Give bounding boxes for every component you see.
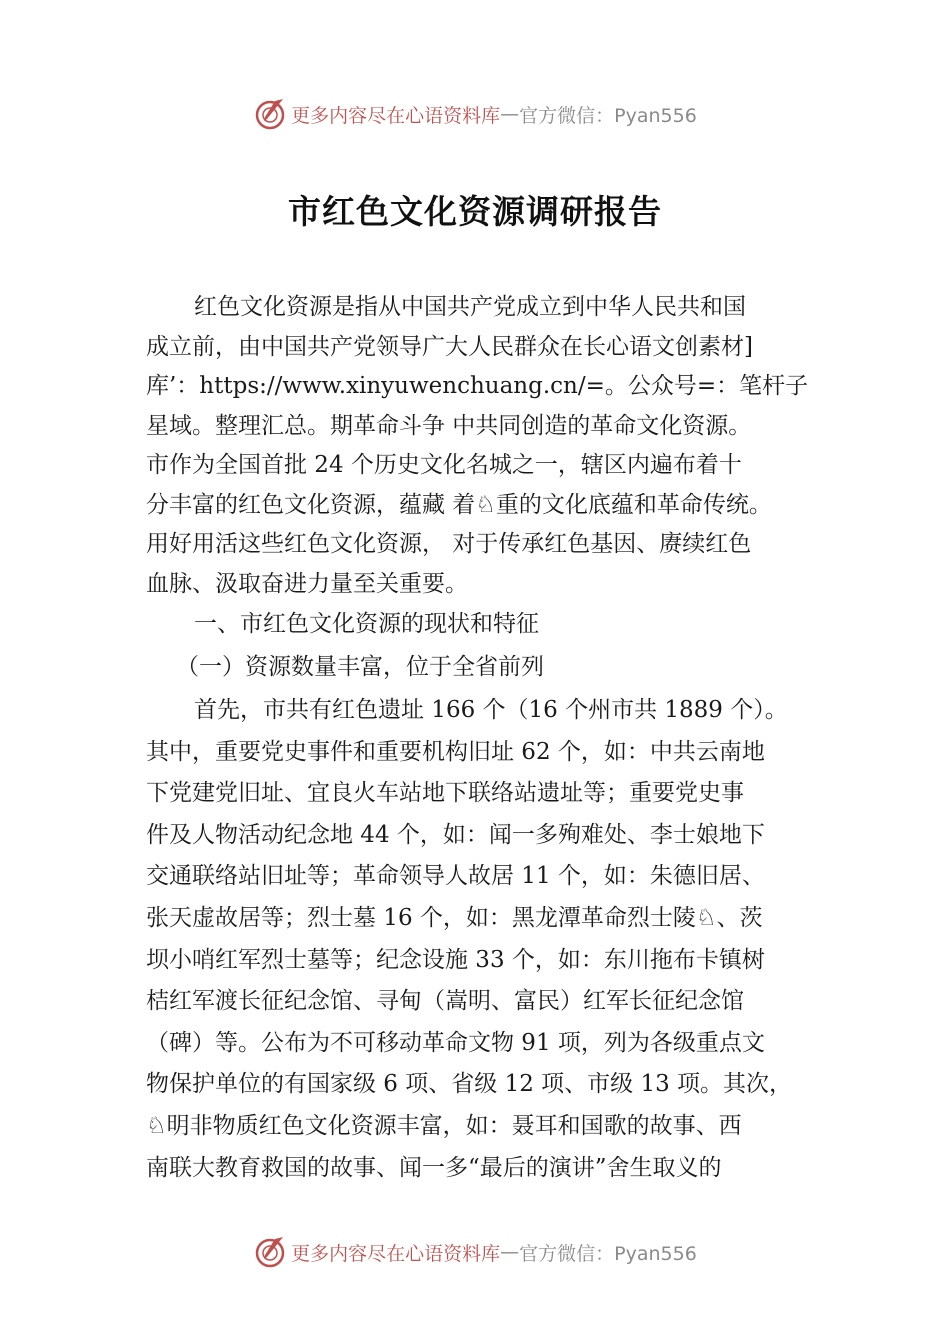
banner-main-text: 更多内容尽在心语资料库 bbox=[291, 104, 501, 127]
text-line: 南联大教育救国的故事、闻一多“最后的演讲”舍生取义的 bbox=[146, 1154, 722, 1181]
heading-level1: 一、市红色文化资源的现状和特征 bbox=[194, 611, 539, 637]
pen-logo-icon bbox=[253, 1235, 287, 1269]
text-line: 成立前，由中国共产党领导广大人民群众在长心语文创素材] bbox=[146, 333, 753, 360]
text-line: ♘明非物质红色文化资源丰富，如：聂耳和国歌的故事、西 bbox=[146, 1112, 742, 1139]
text-line: 桔红军渡长征纪念馆、寻甸（嵩明、富民）红军长征纪念馆 bbox=[146, 988, 744, 1015]
banner-wechat-text: 官方微信：Pyan556 bbox=[519, 1242, 697, 1265]
header-banner bbox=[0, 94, 950, 134]
banner-main-text: 更多内容尽在心语资料库 bbox=[291, 1242, 501, 1265]
banner-wechat-text: 官方微信：Pyan556 bbox=[519, 104, 697, 127]
text-line: 交通联络站旧址等；革命领导人故居 11 个，如：朱德旧居、 bbox=[146, 863, 765, 890]
text-line: 血脉、汲取奋进力量至关重要。 bbox=[146, 570, 468, 597]
text-line: 用好用活这些红色文化资源， 对于传承红色基因、赓续红色 bbox=[146, 531, 752, 557]
text-line: 首先，市共有红色遗址 166 个（16 个州市共 1889 个）。 bbox=[194, 697, 788, 723]
text-line: 坝小哨红军烈士墓等；纪念设施 33 个，如：东川拖布卡镇树 bbox=[146, 946, 765, 973]
footer-banner bbox=[0, 1232, 950, 1272]
paragraph-resources bbox=[146, 690, 836, 1189]
banner-separator: — bbox=[500, 103, 520, 125]
text-line: 张天虚故居等；烈士墓 16 个，如：黑龙潭革命烈士陵♘、茨 bbox=[146, 904, 763, 931]
text-line: 市作为全国首批 24 个历史文化名城之一，辖区内遍布着十 bbox=[146, 452, 742, 478]
text-line: 星域。整理汇总。期革命斗争 中共同创造的革命文化资源。 bbox=[146, 412, 752, 439]
subsection-heading bbox=[146, 648, 836, 688]
text-line: （碑）等。公布为不可移动革命文物 91 项，列为各级重点文 bbox=[146, 1029, 765, 1056]
text-line: 其中，重要党史事件和重要机构旧址 62 个，如：中共云南地 bbox=[146, 738, 765, 765]
text-line: 红色文化资源是指从中国共产党成立到中华人民共和国 bbox=[194, 294, 746, 320]
document-title: 市红色文化资源调研报告 bbox=[288, 192, 662, 231]
text-line: 库’：https://www.xinyuwenchuang.cn/=。公众号=：笔杆子 bbox=[146, 373, 809, 399]
paragraph-intro bbox=[146, 288, 836, 604]
section-heading bbox=[146, 605, 836, 645]
text-line: 件及人物活动纪念地 44 个，如：闻一多殉难处、李士娘地下 bbox=[146, 821, 765, 848]
pen-logo-icon bbox=[253, 97, 287, 131]
text-line: 分丰富的红色文化资源，蕴藏 着♘重的文化底蕴和革命传统。 bbox=[146, 491, 772, 518]
banner-separator: — bbox=[500, 1241, 520, 1263]
text-line: 下党建党旧址、宜良火车站地下联络站遗址等；重要党史事 bbox=[146, 780, 744, 807]
text-line: 物保护单位的有国家级 6 项、省级 12 项、市级 13 项。其次， bbox=[146, 1071, 793, 1098]
heading-level2: （一）资源数量丰富，位于全省前列 bbox=[176, 654, 544, 680]
